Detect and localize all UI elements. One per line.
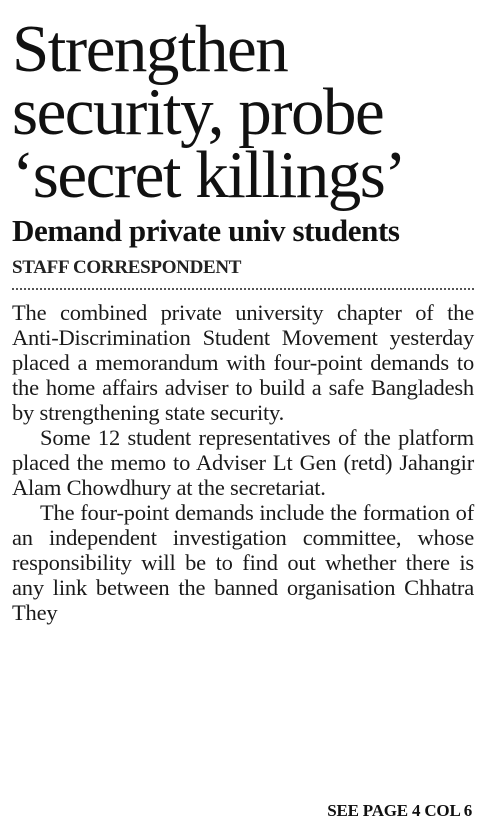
body-paragraph-3: The four-point demands include the formation of an independent investigation committee, whose responsibility will be to find out whether there is any link between the banned organisation Chhatra They	[12, 500, 474, 625]
body-paragraph-2: Some 12 student representatives of the platform placed the memo to Adviser Lt Gen (retd) Jahangir Alam Chowdhury at the secretariat.	[12, 425, 474, 500]
subheadline: Demand private univ students	[12, 213, 400, 248]
headline-line-1: Strengthen	[12, 12, 288, 86]
headline-line-3: ‘secret killings’	[12, 138, 406, 212]
headline-line-2: security, probe	[12, 75, 384, 149]
body-paragraph-1: The combined private university chapter of the Anti-Discrimination Student Movement yesterday placed a memorandum with four-point demands to the home affairs adviser to build a safe Bangladesh by strengthening state security.	[12, 300, 474, 425]
headline	[12, 12, 474, 212]
dotted-divider	[12, 288, 474, 290]
news-article	[12, 12, 474, 625]
continued-jump-line: SEE PAGE 4 COL 6	[327, 801, 472, 820]
article-body	[12, 300, 474, 625]
byline: STAFF CORRESPONDENT	[12, 257, 242, 278]
